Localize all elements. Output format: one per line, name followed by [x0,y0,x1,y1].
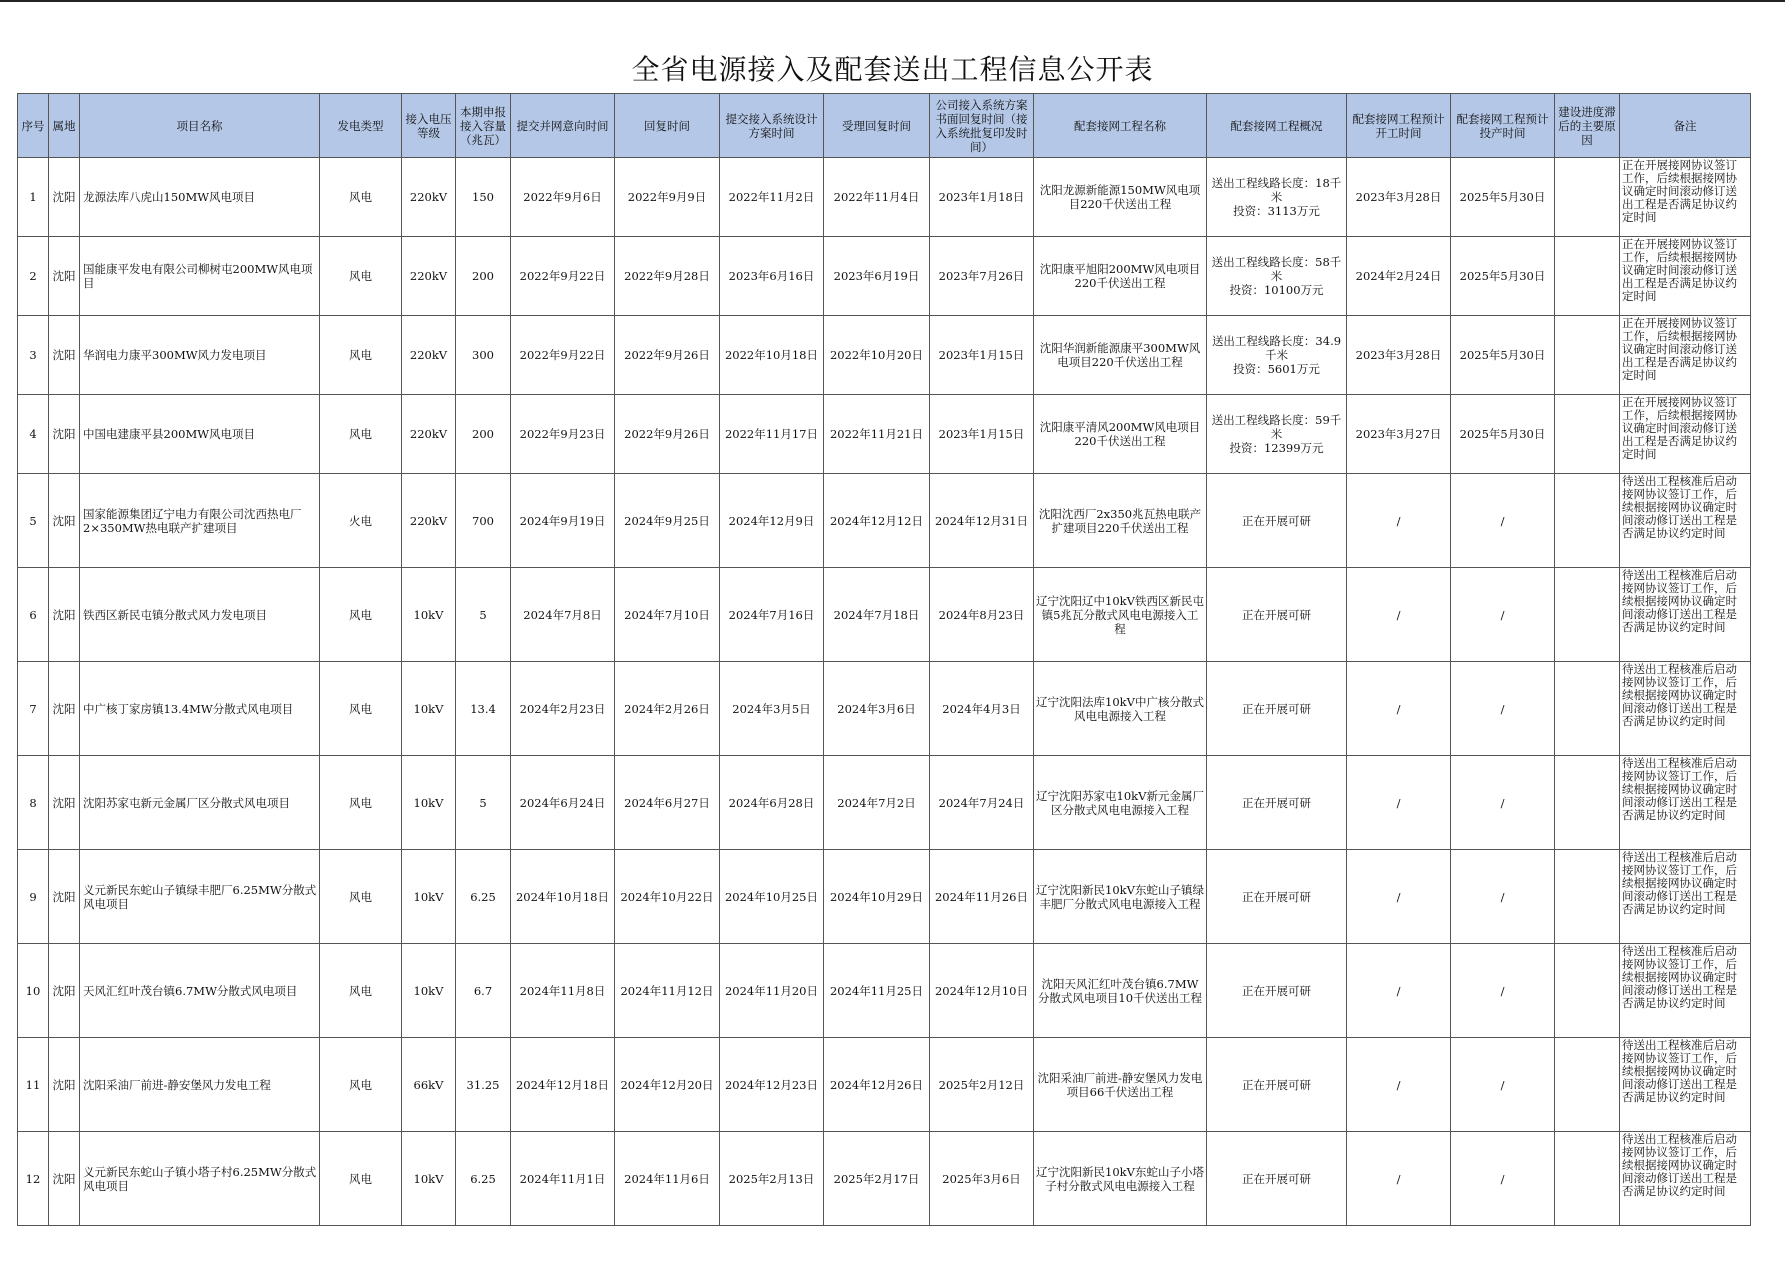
accept-date: 2024年7月18日 [824,568,930,662]
overview-line: 送出工程线路长度：58千米 [1211,255,1342,283]
grid-project-overview: 正在开展可研 [1207,850,1347,944]
overview-line: 送出工程线路长度：18千米 [1211,176,1342,204]
row-number: 1 [18,158,49,237]
voltage-level: 220kV [402,158,456,237]
delay-reason [1555,1038,1620,1132]
column-header: 公司接入系统方案书面回复时间（接入系统批复印发时间） [930,94,1034,158]
generation-type: 风电 [320,395,402,474]
row-area: 沈阳 [49,1038,80,1132]
remarks-text: 正在开展接网协议签订工作，后续根据接网协议确定时间滚动修订送出工程是否满足协议约定时间 [1622,159,1737,224]
row-number: 3 [18,316,49,395]
table-row [18,756,1751,850]
capacity: 300 [456,316,511,395]
design-date: 2025年2月13日 [720,1132,824,1226]
design-date: 2022年11月17日 [720,395,824,474]
planned-start-date: / [1347,944,1451,1038]
planned-operation-date: / [1451,474,1555,568]
top-border-line [0,0,1785,2]
table-row [18,395,1751,474]
row-area: 沈阳 [49,1132,80,1226]
remarks [1620,850,1751,944]
remarks-text: 正在开展接网协议签订工作，后续根据接网协议确定时间滚动修订送出工程是否满足协议约定时间 [1622,238,1737,303]
column-header: 本期申报接入容量（兆瓦） [456,94,511,158]
column-header: 序号 [18,94,49,158]
intent-date: 2024年9月19日 [511,474,615,568]
table-row [18,1038,1751,1132]
reply-date: 2024年12月20日 [615,1038,720,1132]
grid-project-name: 辽宁沈阳法库10kV中广核分散式风电电源接入工程 [1034,662,1207,756]
remarks [1620,944,1751,1038]
generation-type: 风电 [320,1038,402,1132]
page-title: 全省电源接入及配套送出工程信息公开表 [631,53,1154,86]
accept-date: 2025年2月17日 [824,1132,930,1226]
capacity: 200 [456,395,511,474]
remarks [1620,237,1751,316]
delay-reason [1555,1132,1620,1226]
remarks [1620,395,1751,474]
approval-date: 2024年4月3日 [930,662,1034,756]
remarks [1620,756,1751,850]
reply-date: 2022年9月26日 [615,395,720,474]
overview-line: 送出工程线路长度：34.9千米 [1211,334,1342,362]
grid-project-overview [1207,237,1347,316]
column-header: 提交接入系统设计方案时间 [720,94,824,158]
generation-type: 风电 [320,662,402,756]
intent-date: 2022年9月22日 [511,237,615,316]
remarks [1620,158,1751,237]
approval-date: 2024年7月24日 [930,756,1034,850]
table-row [18,237,1751,316]
reply-date: 2024年2月26日 [615,662,720,756]
delay-reason [1555,158,1620,237]
row-area: 沈阳 [49,395,80,474]
table-row [18,158,1751,237]
project-name: 龙源法库八虎山150MW风电项目 [80,158,320,237]
table-row [18,662,1751,756]
overview-line: 投资：5601万元 [1233,362,1320,376]
intent-date: 2024年10月18日 [511,850,615,944]
planned-operation-date: / [1451,568,1555,662]
table-row [18,1132,1751,1226]
column-header: 配套接网工程预计开工时间 [1347,94,1451,158]
planned-start-date: / [1347,1132,1451,1226]
grid-project-overview: 正在开展可研 [1207,756,1347,850]
accept-date: 2022年10月20日 [824,316,930,395]
voltage-level: 10kV [402,850,456,944]
capacity: 6.7 [456,944,511,1038]
approval-date: 2024年11月26日 [930,850,1034,944]
intent-date: 2024年7月8日 [511,568,615,662]
reply-date: 2024年11月6日 [615,1132,720,1226]
planned-operation-date: 2025年5月30日 [1451,237,1555,316]
reply-date: 2024年6月27日 [615,756,720,850]
capacity: 6.25 [456,850,511,944]
planned-start-date: / [1347,568,1451,662]
row-number: 8 [18,756,49,850]
voltage-level: 220kV [402,237,456,316]
remarks [1620,662,1751,756]
generation-type: 风电 [320,158,402,237]
grid-project-name: 辽宁沈阳新民10kV东蛇山子小塔子村分散式风电电源接入工程 [1034,1132,1207,1226]
remarks [1620,568,1751,662]
approval-date: 2025年2月12日 [930,1038,1034,1132]
grid-project-name: 沈阳康平旭阳200MW风电项目220千伏送出工程 [1034,237,1207,316]
table-row [18,850,1751,944]
capacity: 150 [456,158,511,237]
reply-date: 2024年7月10日 [615,568,720,662]
project-name: 中国电建康平县200MW风电项目 [80,395,320,474]
row-number: 4 [18,395,49,474]
row-number: 5 [18,474,49,568]
capacity: 200 [456,237,511,316]
design-date: 2024年10月25日 [720,850,824,944]
accept-date: 2024年11月25日 [824,944,930,1038]
remarks-text: 待送出工程核准后启动接网协议签订工作，后续根据接网协议确定时间滚动修订送出工程是否满足协议约定时间 [1622,569,1737,634]
voltage-level: 10kV [402,944,456,1038]
intent-date: 2024年11月8日 [511,944,615,1038]
planned-operation-date: / [1451,1038,1555,1132]
grid-project-overview: 正在开展可研 [1207,568,1347,662]
grid-project-name: 沈阳沈西厂2x350兆瓦热电联产扩建项目220千伏送出工程 [1034,474,1207,568]
voltage-level: 220kV [402,474,456,568]
generation-type: 风电 [320,568,402,662]
approval-date: 2024年12月31日 [930,474,1034,568]
column-header: 配套接网工程名称 [1034,94,1207,158]
capacity: 13.4 [456,662,511,756]
overview-line: 投资：10100万元 [1229,283,1324,297]
planned-operation-date: 2025年5月30日 [1451,316,1555,395]
planned-start-date: 2023年3月27日 [1347,395,1451,474]
grid-project-name: 沈阳华润新能源康平300MW风电项目220千伏送出工程 [1034,316,1207,395]
row-number: 11 [18,1038,49,1132]
row-number: 9 [18,850,49,944]
row-number: 12 [18,1132,49,1226]
column-header: 建设进度滞后的主要原因 [1555,94,1620,158]
remarks-text: 正在开展接网协议签订工作，后续根据接网协议确定时间滚动修订送出工程是否满足协议约定时间 [1622,317,1737,382]
accept-date: 2023年6月19日 [824,237,930,316]
capacity: 700 [456,474,511,568]
planned-operation-date: / [1451,850,1555,944]
intent-date: 2022年9月23日 [511,395,615,474]
remarks-text: 待送出工程核准后启动接网协议签订工作，后续根据接网协议确定时间滚动修订送出工程是否满足协议约定时间 [1622,1133,1737,1198]
table-row [18,568,1751,662]
delay-reason [1555,756,1620,850]
accept-date: 2024年7月2日 [824,756,930,850]
remarks [1620,474,1751,568]
row-area: 沈阳 [49,237,80,316]
reply-date: 2024年9月25日 [615,474,720,568]
voltage-level: 220kV [402,395,456,474]
remarks-text: 正在开展接网协议签订工作，后续根据接网协议确定时间滚动修订送出工程是否满足协议约定时间 [1622,396,1737,461]
delay-reason [1555,474,1620,568]
grid-project-name: 辽宁沈阳辽中10kV铁西区新民屯镇5兆瓦分散式风电电源接入工程 [1034,568,1207,662]
voltage-level: 10kV [402,662,456,756]
approval-date: 2024年8月23日 [930,568,1034,662]
reply-date: 2024年11月12日 [615,944,720,1038]
generation-type: 火电 [320,474,402,568]
project-name: 国能康平发电有限公司柳树屯200MW风电项目 [80,237,320,316]
row-number: 7 [18,662,49,756]
overview-line: 投资：3113万元 [1233,204,1320,218]
approval-date: 2023年7月26日 [930,237,1034,316]
info-table [17,93,1751,1226]
approval-date: 2024年12月10日 [930,944,1034,1038]
delay-reason [1555,316,1620,395]
planned-operation-date: 2025年5月30日 [1451,395,1555,474]
remarks [1620,316,1751,395]
intent-date: 2022年9月6日 [511,158,615,237]
row-number: 6 [18,568,49,662]
table-header-row [18,94,1751,158]
planned-start-date: / [1347,474,1451,568]
row-area: 沈阳 [49,850,80,944]
design-date: 2022年11月2日 [720,158,824,237]
delay-reason [1555,237,1620,316]
grid-project-name: 辽宁沈阳苏家屯10kV新元金属厂区分散式风电电源接入工程 [1034,756,1207,850]
grid-project-name: 沈阳康平清风200MW风电项目220千伏送出工程 [1034,395,1207,474]
grid-project-name: 沈阳龙源新能源150MW风电项目220千伏送出工程 [1034,158,1207,237]
voltage-level: 66kV [402,1038,456,1132]
column-header: 项目名称 [80,94,320,158]
project-name: 沈阳采油厂前进-静安堡风力发电工程 [80,1038,320,1132]
delay-reason [1555,850,1620,944]
column-header: 配套接网工程预计投产时间 [1451,94,1555,158]
remarks [1620,1132,1751,1226]
column-header: 属地 [49,94,80,158]
grid-project-overview [1207,316,1347,395]
planned-operation-date: 2025年5月30日 [1451,158,1555,237]
project-name: 天风汇红叶茂台镇6.7MW分散式风电项目 [80,944,320,1038]
row-number: 10 [18,944,49,1038]
approval-date: 2025年3月6日 [930,1132,1034,1226]
reply-date: 2022年9月28日 [615,237,720,316]
design-date: 2024年3月5日 [720,662,824,756]
design-date: 2022年10月18日 [720,316,824,395]
column-header: 接入电压等级 [402,94,456,158]
row-area: 沈阳 [49,568,80,662]
delay-reason [1555,944,1620,1038]
intent-date: 2024年6月24日 [511,756,615,850]
column-header: 受理回复时间 [824,94,930,158]
generation-type: 风电 [320,944,402,1038]
design-date: 2024年12月23日 [720,1038,824,1132]
table-row [18,474,1751,568]
capacity: 5 [456,568,511,662]
overview-line: 投资：12399万元 [1229,441,1324,455]
delay-reason [1555,662,1620,756]
accept-date: 2022年11月21日 [824,395,930,474]
delay-reason [1555,568,1620,662]
row-area: 沈阳 [49,944,80,1038]
project-name: 沈阳苏家屯新元金属厂区分散式风电项目 [80,756,320,850]
grid-project-overview: 正在开展可研 [1207,662,1347,756]
accept-date: 2022年11月4日 [824,158,930,237]
column-header: 备注 [1620,94,1751,158]
column-header: 回复时间 [615,94,720,158]
accept-date: 2024年10月29日 [824,850,930,944]
intent-date: 2024年12月18日 [511,1038,615,1132]
accept-date: 2024年12月12日 [824,474,930,568]
project-name: 义元新民东蛇山子镇小塔子村6.25MW分散式风电项目 [80,1132,320,1226]
table-row [18,944,1751,1038]
column-header: 发电类型 [320,94,402,158]
grid-project-overview: 正在开展可研 [1207,474,1347,568]
project-name: 铁西区新民屯镇分散式风力发电项目 [80,568,320,662]
accept-date: 2024年12月26日 [824,1038,930,1132]
planned-operation-date: / [1451,944,1555,1038]
planned-start-date: / [1347,850,1451,944]
planned-operation-date: / [1451,756,1555,850]
row-number: 2 [18,237,49,316]
row-area: 沈阳 [49,662,80,756]
design-date: 2023年6月16日 [720,237,824,316]
column-header: 配套接网工程概况 [1207,94,1347,158]
generation-type: 风电 [320,756,402,850]
remarks-text: 待送出工程核准后启动接网协议签订工作，后续根据接网协议确定时间滚动修订送出工程是否满足协议约定时间 [1622,1039,1737,1104]
row-area: 沈阳 [49,158,80,237]
remarks-text: 待送出工程核准后启动接网协议签订工作，后续根据接网协议确定时间滚动修订送出工程是否满足协议约定时间 [1622,757,1737,822]
grid-project-name: 沈阳采油厂前进-静安堡风力发电项目66千伏送出工程 [1034,1038,1207,1132]
grid-project-overview: 正在开展可研 [1207,1132,1347,1226]
design-date: 2024年12月9日 [720,474,824,568]
reply-date: 2022年9月9日 [615,158,720,237]
planned-operation-date: / [1451,662,1555,756]
grid-project-name: 沈阳天风汇红叶茂台镇6.7MW分散式风电项目10千伏送出工程 [1034,944,1207,1038]
remarks-text: 待送出工程核准后启动接网协议签订工作，后续根据接网协议确定时间滚动修订送出工程是否满足协议约定时间 [1622,475,1737,540]
grid-project-overview [1207,395,1347,474]
generation-type: 风电 [320,316,402,395]
planned-start-date: / [1347,1038,1451,1132]
design-date: 2024年11月20日 [720,944,824,1038]
grid-project-overview: 正在开展可研 [1207,1038,1347,1132]
grid-project-overview: 正在开展可研 [1207,944,1347,1038]
project-name: 中广核丁家房镇13.4MW分散式风电项目 [80,662,320,756]
row-area: 沈阳 [49,474,80,568]
intent-date: 2022年9月22日 [511,316,615,395]
generation-type: 风电 [320,1132,402,1226]
grid-project-overview [1207,158,1347,237]
remarks-text: 待送出工程核准后启动接网协议签订工作，后续根据接网协议确定时间滚动修订送出工程是否满足协议约定时间 [1622,663,1737,728]
approval-date: 2023年1月15日 [930,395,1034,474]
generation-type: 风电 [320,237,402,316]
planned-start-date: / [1347,756,1451,850]
column-header: 提交并网意向时间 [511,94,615,158]
voltage-level: 10kV [402,1132,456,1226]
capacity: 31.25 [456,1038,511,1132]
intent-date: 2024年11月1日 [511,1132,615,1226]
project-name: 义元新民东蛇山子镇绿丰肥厂6.25MW分散式风电项目 [80,850,320,944]
design-date: 2024年7月16日 [720,568,824,662]
overview-line: 送出工程线路长度：59千米 [1211,413,1342,441]
reply-date: 2024年10月22日 [615,850,720,944]
design-date: 2024年6月28日 [720,756,824,850]
delay-reason [1555,395,1620,474]
voltage-level: 10kV [402,568,456,662]
voltage-level: 10kV [402,756,456,850]
intent-date: 2024年2月23日 [511,662,615,756]
planned-start-date: 2024年2月24日 [1347,237,1451,316]
accept-date: 2024年3月6日 [824,662,930,756]
approval-date: 2023年1月15日 [930,316,1034,395]
remarks-text: 待送出工程核准后启动接网协议签订工作，后续根据接网协议确定时间滚动修订送出工程是否满足协议约定时间 [1622,945,1737,1010]
approval-date: 2023年1月18日 [930,158,1034,237]
row-area: 沈阳 [49,756,80,850]
project-name: 华润电力康平300MW风力发电项目 [80,316,320,395]
grid-project-name: 辽宁沈阳新民10kV东蛇山子镇绿丰肥厂分散式风电电源接入工程 [1034,850,1207,944]
generation-type: 风电 [320,850,402,944]
capacity: 6.25 [456,1132,511,1226]
planned-start-date: 2023年3月28日 [1347,316,1451,395]
planned-operation-date: / [1451,1132,1555,1226]
planned-start-date: 2023年3月28日 [1347,158,1451,237]
remarks-text: 待送出工程核准后启动接网协议签订工作，后续根据接网协议确定时间滚动修订送出工程是否满足协议约定时间 [1622,851,1737,916]
capacity: 5 [456,756,511,850]
voltage-level: 220kV [402,316,456,395]
table-row [18,316,1751,395]
planned-start-date: / [1347,662,1451,756]
project-name: 国家能源集团辽宁电力有限公司沈西热电厂2×350MW热电联产扩建项目 [80,474,320,568]
remarks [1620,1038,1751,1132]
row-area: 沈阳 [49,316,80,395]
reply-date: 2022年9月26日 [615,316,720,395]
